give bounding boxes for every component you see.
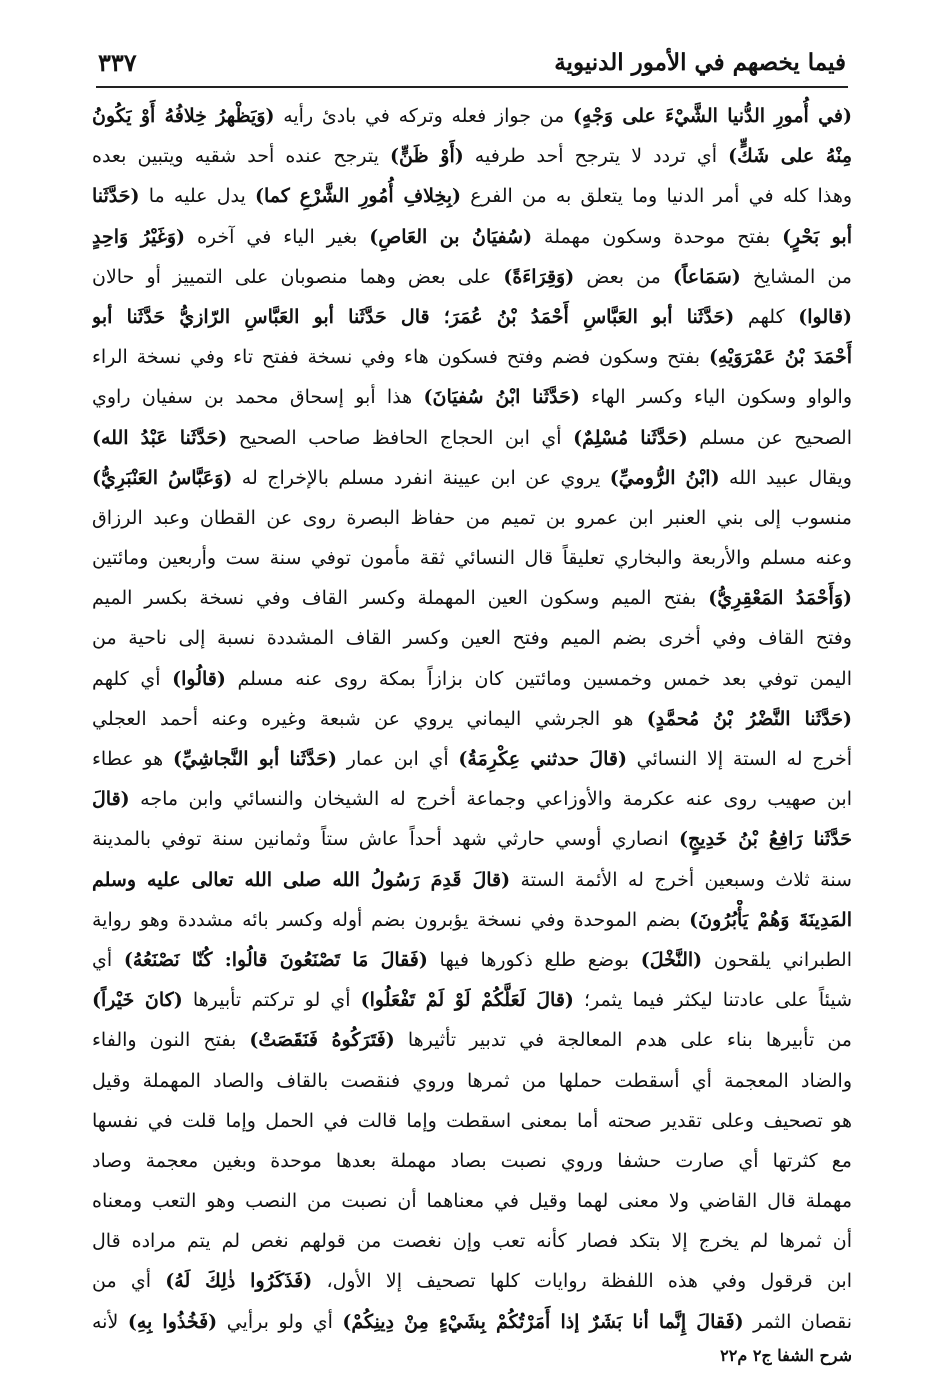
commentary-text: والواو وسكون الياء وكسر الهاء bbox=[579, 386, 852, 409]
text-line bbox=[92, 578, 852, 618]
text-line bbox=[92, 538, 852, 578]
text-line bbox=[92, 819, 852, 859]
quoted-text: (قالَ قَدِمَ رَسُولُ الله صلى الله تعالى عليه وسلم bbox=[92, 868, 511, 891]
commentary-text: من جواز فعله وتركه في بادئ رأيه bbox=[274, 105, 573, 127]
commentary-text: أخرج له الستة إلا النسائي bbox=[626, 748, 852, 770]
text-line bbox=[92, 1181, 852, 1221]
commentary-text: على بعض وهما منصوبان على التمييز أو حالان bbox=[92, 265, 504, 288]
quoted-text: (فَتَرَكُوهُ فَنَقَصَتْ) bbox=[249, 1029, 395, 1052]
quoted-text: مِنْهُ على شَكٍّ) bbox=[728, 145, 852, 168]
quoted-text: (كانَ خَيْراً) bbox=[92, 989, 183, 1012]
commentary-text: بفتح الميم وسكون العين المهملة وكسر القاف وفي نسخة بكسر الميم bbox=[92, 587, 709, 610]
text-line bbox=[92, 860, 852, 900]
text-line bbox=[92, 1061, 852, 1101]
commentary-text: أي من bbox=[92, 1270, 166, 1293]
page-number: ٣٣٧ bbox=[98, 47, 137, 77]
commentary-text: يروي عن ابن عيينة انفرد مسلم بالإخراج له bbox=[232, 466, 610, 489]
text-line bbox=[92, 257, 852, 297]
text-line bbox=[92, 176, 852, 216]
text-line bbox=[92, 217, 852, 257]
text-line bbox=[92, 1261, 852, 1301]
text-line bbox=[92, 418, 852, 458]
quoted-text: (فَذَكَرُوا ذٰلِكَ لَهُ) bbox=[165, 1270, 313, 1293]
commentary-text: ويقال عبيد الله bbox=[719, 466, 852, 489]
commentary-text: هو الجرشي اليماني يروي عن شبعة وغيره وعنه أحمد العجلي bbox=[92, 707, 647, 730]
quoted-text: (فَقالَ إِنَّما أنا بَشَرٌ إذا أَمَرْتُكُمْ بِشَيْءٍ مِنْ دِينِكُمْ) bbox=[342, 1310, 744, 1333]
commentary-text: انصاري أوسي حارثي شهد أحداً عاش ستاً وثمانين سنة توفي بالمدينة bbox=[92, 828, 680, 851]
commentary-text: سنة ثلاث وسبعين أخرج له الأئمة الستة bbox=[510, 868, 852, 891]
commentary-text: من بعض bbox=[574, 265, 673, 288]
commentary-text: من المشايخ bbox=[740, 265, 852, 288]
commentary-text: يترجح عنده أحد شقيه ويتبين بعده bbox=[92, 145, 391, 168]
commentary-text: الطبراني يلقحون bbox=[702, 948, 852, 971]
quoted-text: (وَيَظْهرُ خِلافُهُ أَوْ يَكُونُ bbox=[92, 105, 275, 127]
commentary-text: مهملة قال القاضي ولا معنى لهما وقيل في معناهما أن نصبت من النصب وهو التعب ومعناه bbox=[92, 1190, 852, 1213]
quoted-text: (النَّخْلَ) bbox=[640, 948, 703, 971]
quoted-text: حَدَّثَنا رَافِعُ بْنُ خَدِيجٍ) bbox=[679, 828, 852, 851]
commentary-text: مع كثرتها أي صارت حشفا وروي نصبت بصاد مهملة بعدها موحدة وبغين معجمة وصاد bbox=[92, 1149, 852, 1172]
quoted-text: (قالُوا) bbox=[172, 667, 226, 690]
page-header bbox=[98, 42, 846, 82]
commentary-text: هو تصحيف وعلى تقدير صحته أما بمعنى اسقطت وإما قالت في الحمل وإما قلت في نفسها bbox=[92, 1109, 852, 1132]
header-rule bbox=[96, 86, 848, 88]
commentary-text: أي ابن الحجاج الحافظ صاحب الصحيح bbox=[227, 426, 574, 449]
quoted-text: (فَخُذُوا بِهِ) bbox=[127, 1310, 218, 1333]
quoted-text: أبو بَحْرٍ) bbox=[782, 225, 852, 248]
commentary-text: وفتح القاف وفي أخرى بضم الميم وفتح العين وكسر القاف المشددة نسبة إلى ناحية من bbox=[92, 627, 852, 650]
quoted-text: (بِخِلافِ أُمُورِ الشَّرْعِ كما) bbox=[255, 185, 462, 208]
text-line bbox=[92, 659, 852, 699]
text-line bbox=[92, 1141, 852, 1181]
text-line bbox=[92, 980, 852, 1020]
quoted-text: (وَقِرَاءَةً) bbox=[503, 265, 575, 288]
commentary-text: بفتح النون والفاء bbox=[92, 1029, 250, 1052]
commentary-text: بضم الموحدة وفي نسخة يؤبرون بضم أوله وكسر بائه مشددة وهو رواية bbox=[92, 908, 690, 931]
commentary-text: هو عطاء bbox=[92, 748, 173, 770]
quoted-text: (قالَ حدثني عِكْرِمَةُ) bbox=[458, 748, 627, 770]
quoted-text: (قالوا) bbox=[798, 305, 852, 328]
quoted-text: (حَدَّثَنا مُسْلِمٌ) bbox=[573, 426, 688, 449]
commentary-text: لأنه bbox=[92, 1310, 128, 1333]
footer-signature: شرح الشفا ج٢ م٢٢ bbox=[720, 1346, 852, 1365]
quoted-text: أَحْمَدَ بْنُ عَمْرَوَيْهِ) bbox=[708, 346, 852, 369]
quoted-text: (قالَ bbox=[92, 788, 130, 811]
quoted-text: (حَدَّثَنا bbox=[92, 185, 140, 208]
commentary-text: أي كلهم bbox=[92, 667, 173, 690]
quoted-text: (سَمَاعاً) bbox=[672, 265, 741, 288]
commentary-text: اليمن توفي بعد خمس وخمسين ومائتين كان بزازاً بمكة روى عنه مسلم bbox=[225, 667, 852, 690]
commentary-text: نقصان الثمر bbox=[743, 1310, 852, 1333]
text-line bbox=[92, 1020, 852, 1060]
commentary-text: أي تردد لا يترجح أحد طرفيه bbox=[463, 145, 729, 168]
quoted-text: المَدِينَةَ وَهُمْ يَأْبُرُونَ) bbox=[689, 908, 852, 931]
text-line bbox=[92, 337, 852, 377]
quoted-text: (حَدَّثَنا النَّضْرُ بْنُ مُحمَّدٍ) bbox=[646, 707, 852, 730]
commentary-text: والضاد المعجمة أي أسقطت حملها من ثمرها وروي فنقصت بالقاف والصاد المهملة وقيل bbox=[92, 1069, 852, 1092]
quoted-text: (وَأَحْمَدُ المَعْقِرِيُّ) bbox=[708, 587, 852, 610]
commentary-text: وعنه مسلم والأربعة والبخاري تعليقاً قال النسائي ثقة مأمون توفي سنة ست وأربعين ومائتين bbox=[92, 547, 852, 570]
quoted-text: (قالَ لَعَلَّكُمْ لَوْ لَمْ تَفْعَلُوا) bbox=[360, 989, 574, 1012]
commentary-text: أي ابن عمار bbox=[337, 748, 459, 770]
commentary-text: أي ولو برأيي bbox=[217, 1310, 343, 1333]
text-line bbox=[92, 739, 852, 779]
quoted-text: (سُفيَانُ بن العَاصِ) bbox=[369, 225, 533, 248]
text-line bbox=[92, 699, 852, 739]
commentary-text: منسوب إلى بني العنبر ابن عمرو بن تميم من حفاظ البصرة روى عن القطان وعبد الرزاق bbox=[92, 506, 852, 529]
commentary-text: بفتح وسكون فضم وفتح فسكون هاء وفي نسخة ففتح تاء وفي نسخة الراء bbox=[92, 346, 709, 369]
quoted-text: (حَدَّثَنا عَبْدُ الله) bbox=[92, 426, 228, 449]
running-title: فيما يخصهم في الأمور الدنيوية bbox=[554, 48, 846, 76]
commentary-text: الصحيح عن مسلم bbox=[687, 426, 852, 449]
quoted-text: (حَدَّثَنا أبو النَّجاشِيِّ) bbox=[172, 748, 338, 770]
text-line bbox=[92, 96, 852, 136]
quoted-text: (أَوْ ظَنٍّ) bbox=[390, 145, 464, 168]
text-line bbox=[92, 618, 852, 658]
commentary-text: شيئاً على عادتنا ليكثر فيما يثمر؛ bbox=[573, 989, 852, 1012]
commentary-text: أي bbox=[92, 948, 124, 971]
text-line bbox=[92, 1101, 852, 1141]
commentary-text: يدل عليه ما bbox=[139, 185, 255, 208]
quoted-text: (وَغَيْرُ وَاحِدٍ bbox=[92, 225, 186, 248]
commentary-text: ابن صهيب روى عنه عكرمة والأوزاعي وجماعة أخرج له الشيخان والنسائي وابن ماجه bbox=[129, 788, 852, 811]
commentary-text: بوضع طلع ذكورها فيها bbox=[427, 948, 641, 971]
quoted-text: (ابْنُ الرُّوميِّ) bbox=[609, 466, 720, 489]
text-line bbox=[92, 940, 852, 980]
commentary-text: بفتح موحدة وسكون مهملة bbox=[532, 225, 783, 248]
quoted-text: (وَعَبَّاسُ العَنْبَرِيُّ) bbox=[92, 466, 233, 489]
commentary-text: وهذا كله في أمر الدنيا وما يتعلق به من الفرع bbox=[461, 185, 852, 208]
text-line bbox=[92, 498, 852, 538]
text-line bbox=[92, 1302, 852, 1342]
commentary-text: من تأبيرها بناء على هدم المعالجة في تدبير تأثيرها bbox=[394, 1029, 852, 1052]
text-line bbox=[92, 779, 852, 819]
text-line bbox=[92, 900, 852, 940]
text-line bbox=[92, 458, 852, 498]
quoted-text: (حَدَّثَنا ابْنُ سُفيَانَ) bbox=[423, 386, 580, 409]
commentary-text: بغير الياء في آخره bbox=[185, 225, 370, 248]
quoted-text: (حَدَّثَنا أبو العَبَّاسِ أَحْمَدُ بْنُ عُمَرَ؛ قال حَدَّثَنا أبو العَبَّاسِ الرّازيُّ حَدَّثَنا أبو bbox=[92, 305, 735, 328]
commentary-text: أي لو تركتم تأبيرها bbox=[182, 989, 361, 1012]
commentary-text: كلهم bbox=[734, 305, 799, 328]
text-line bbox=[92, 1221, 852, 1261]
text-line bbox=[92, 377, 852, 417]
commentary-text: أن ثمرها لم يخرج إلا بتكد فصار كأنه تعب وإن نغصت من قولهم نغص لم يتم مراده قال bbox=[92, 1230, 852, 1253]
quoted-text: (في أُمورِ الدُّنيا الشَّيْءَ على وَجْهٍ) bbox=[573, 105, 852, 127]
text-line bbox=[92, 297, 852, 337]
text-line bbox=[92, 136, 852, 176]
commentary-text: ابن قرقول وفي هذه اللفظة روايات كلها تصحيف إلا الأول، bbox=[312, 1270, 852, 1293]
quoted-text: (فَقالَ مَا تَصْنَعُونَ قالُوا: كُنّا نَصْنَعُهُ) bbox=[123, 948, 428, 971]
body-text bbox=[92, 96, 852, 1342]
commentary-text: هذا أبو إسحاق محمد بن سفيان راوي bbox=[92, 386, 424, 409]
